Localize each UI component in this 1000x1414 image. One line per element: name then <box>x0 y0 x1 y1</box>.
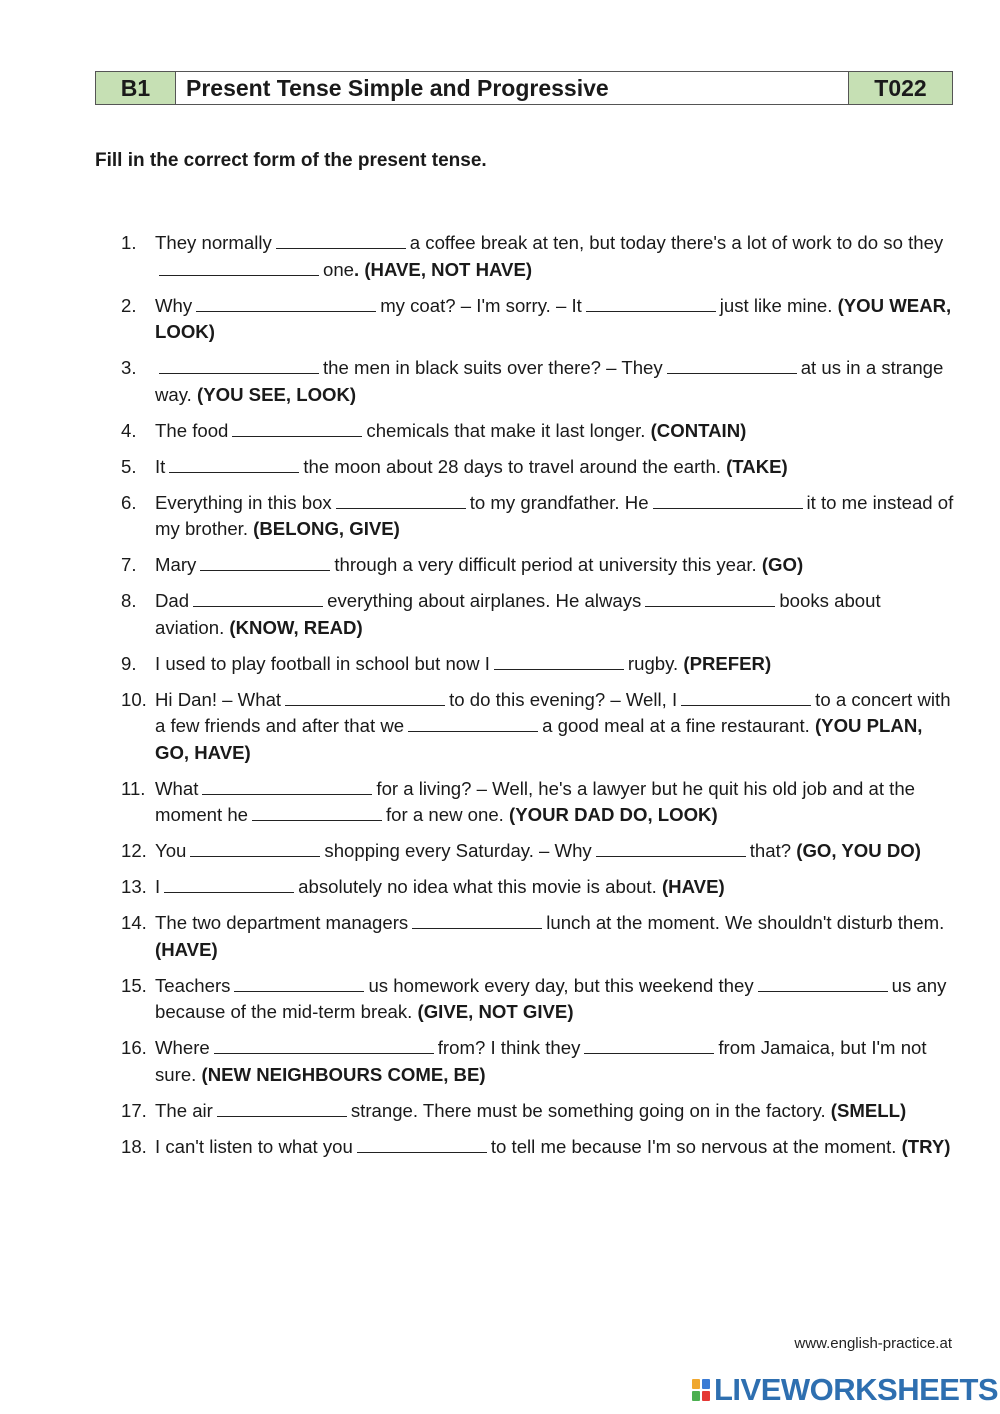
item-number: 12. <box>121 840 147 861</box>
exercise-item <box>120 454 960 481</box>
answer-blank[interactable] <box>196 295 376 312</box>
sentence-text: my coat? – I'm sorry. – It <box>380 294 582 316</box>
exercise-item <box>120 1098 960 1125</box>
level-label: B1 <box>96 72 176 104</box>
source-url: www.english-practice.at <box>794 1335 952 1352</box>
item-text <box>155 293 955 346</box>
sentence-text: the men in black suits over there? – They <box>323 357 663 378</box>
exercise-item <box>120 293 960 346</box>
brand-wordmark: LIVEWORKSHEETS <box>714 1372 999 1407</box>
item-number: 4. <box>121 419 137 441</box>
sentence-text: the moon about 28 days to travel around the earth. <box>303 455 721 477</box>
sentence-text: Everything in this box <box>155 491 332 513</box>
answer-blank[interactable] <box>586 295 716 312</box>
item-text <box>155 230 955 283</box>
answer-blank[interactable] <box>164 876 294 893</box>
instruction-text: Fill in the correct form of the present tense. <box>95 150 487 171</box>
answer-blank[interactable] <box>494 653 624 670</box>
verb-hint: (TAKE) <box>720 455 788 477</box>
worksheet-code: T022 <box>848 72 952 104</box>
exercise-item <box>120 687 960 767</box>
item-text <box>155 838 955 865</box>
exercise-item <box>120 418 960 445</box>
verb-hint: (HAVE) <box>656 876 725 897</box>
sentence-text: I can't listen to what you <box>155 1135 353 1157</box>
sentence-text: The two department managers <box>155 912 409 933</box>
item-text <box>155 776 955 829</box>
item-number: 6. <box>121 491 137 513</box>
item-text <box>155 552 955 579</box>
answer-blank[interactable] <box>200 554 330 571</box>
item-text <box>155 1134 955 1161</box>
item-number: 18. <box>121 1135 147 1157</box>
exercise-item <box>120 874 960 901</box>
sentence-text: They normally <box>155 232 272 253</box>
sentence-text: absolutely no idea what this movie is about. <box>298 876 657 897</box>
sentence-text: from Jamaica, but I'm not sure. <box>155 1037 927 1085</box>
item-text <box>155 1035 955 1088</box>
sentence-text: lunch at the moment. We shouldn't disturb them. <box>546 912 945 933</box>
sentence-text: Mary <box>155 554 197 575</box>
item-text <box>155 1098 955 1125</box>
item-number: 7. <box>121 554 137 575</box>
verb-hint: (BELONG, GIVE) <box>248 518 400 539</box>
sentence-text: to my grandfather. He <box>469 491 649 513</box>
exercise-list <box>120 230 960 1170</box>
answer-blank[interactable] <box>159 357 319 374</box>
sentence-text: from? I think they <box>437 1037 581 1058</box>
brand-grid-icon <box>692 1379 710 1401</box>
verb-hint: (CONTAIN) <box>645 419 747 441</box>
sentence-text: The food <box>155 419 229 441</box>
answer-blank[interactable] <box>190 840 320 857</box>
sentence-text: at us in a strange way. <box>155 357 944 405</box>
sentence-text: rugby. <box>627 652 684 674</box>
sentence-text: chemicals that make it last longer. <box>366 419 646 441</box>
item-text <box>155 355 955 408</box>
answer-blank[interactable] <box>408 715 538 732</box>
exercise-item <box>120 910 960 963</box>
verb-hint: (YOU SEE, LOOK) <box>191 383 357 405</box>
sentence-text: just like mine. <box>719 294 833 316</box>
verb-hint: (KNOW, READ) <box>229 616 363 638</box>
item-number: 10. <box>121 688 147 710</box>
item-number: 11. <box>121 777 146 799</box>
exercise-item <box>120 355 960 408</box>
verb-hint: (YOUR DAD DO, LOOK) <box>503 804 718 825</box>
item-text <box>155 910 955 963</box>
exercise-item <box>120 1035 960 1088</box>
item-number: 5. <box>121 455 137 477</box>
sentence-text: It <box>155 455 166 477</box>
answer-blank[interactable] <box>667 357 797 374</box>
sentence-text: Where <box>155 1037 210 1058</box>
exercise-item <box>120 230 960 283</box>
answer-blank[interactable] <box>214 1037 434 1054</box>
sentence-text: for a living? – Well, he's a lawyer but he quit his old job and at the moment he <box>155 777 916 825</box>
item-number: 14. <box>121 912 147 933</box>
item-number: 8. <box>121 590 137 611</box>
item-text <box>155 454 955 481</box>
item-number: 1. <box>121 232 137 253</box>
answer-blank[interactable] <box>584 1037 714 1054</box>
item-text <box>155 687 955 767</box>
exercise-item <box>120 651 960 678</box>
sentence-text: a coffee break at ten, but today there's a lot of work to do so they <box>409 232 944 253</box>
item-number: 17. <box>121 1099 147 1121</box>
item-text <box>155 588 955 641</box>
answer-blank[interactable] <box>234 975 364 992</box>
exercise-item <box>120 588 960 641</box>
exercise-item <box>120 776 960 829</box>
item-number: 2. <box>121 294 137 316</box>
liveworksheets-logo <box>692 1370 998 1410</box>
verb-hint: . (HAVE, NOT HAVE) <box>354 258 533 280</box>
answer-blank[interactable] <box>758 975 888 992</box>
answer-blank[interactable] <box>357 1136 487 1153</box>
worksheet-header <box>95 71 953 105</box>
sentence-text: shopping every Saturday. – Why <box>324 840 592 861</box>
answer-blank[interactable] <box>232 420 362 437</box>
sentence-text: strange. There must be something going on in the factory. <box>350 1099 826 1121</box>
answer-blank[interactable] <box>276 232 406 249</box>
answer-blank[interactable] <box>202 778 372 795</box>
sentence-text: What <box>155 777 199 799</box>
item-number: 16. <box>121 1037 147 1058</box>
verb-hint: (GO, YOU DO) <box>791 840 921 861</box>
sentence-text: You <box>155 840 187 861</box>
worksheet-title: Present Tense Simple and Progressive <box>176 72 848 104</box>
sentence-text: us homework every day, but this weekend they <box>368 974 754 996</box>
answer-blank[interactable] <box>217 1100 347 1117</box>
sentence-text: to do this evening? – Well, I <box>449 688 678 710</box>
answer-blank[interactable] <box>169 456 299 473</box>
sentence-text: I <box>155 876 161 897</box>
verb-hint: (GIVE, NOT GIVE) <box>412 1001 574 1022</box>
item-number: 3. <box>121 357 137 378</box>
answer-blank[interactable] <box>596 840 746 857</box>
item-number: 9. <box>121 652 137 674</box>
verb-hint: (YOU PLAN, GO, HAVE) <box>155 715 923 763</box>
verb-hint: (NEW NEIGHBOURS COME, BE) <box>196 1063 486 1085</box>
verb-hint: (SMELL) <box>825 1099 907 1121</box>
item-text <box>155 490 955 543</box>
sentence-text: through a very difficult period at university this year. <box>334 554 757 575</box>
verb-hint: (GO) <box>756 554 804 575</box>
sentence-text: one <box>323 258 355 280</box>
answer-blank[interactable] <box>193 590 323 607</box>
verb-hint: (TRY) <box>896 1135 951 1157</box>
sentence-text: it to me instead of my brother. <box>155 491 954 539</box>
answer-blank[interactable] <box>412 912 542 929</box>
exercise-item <box>120 552 960 579</box>
verb-hint: (PREFER) <box>683 652 772 674</box>
sentence-text: for a new one. <box>386 804 504 825</box>
answer-blank[interactable] <box>159 259 319 276</box>
item-text <box>155 874 955 901</box>
exercise-item <box>120 838 960 865</box>
item-number: 13. <box>121 876 147 897</box>
sentence-text: everything about airplanes. He always <box>327 590 642 611</box>
answer-blank[interactable] <box>285 689 445 706</box>
verb-hint: (HAVE) <box>155 938 218 960</box>
sentence-text: Dad <box>155 590 190 611</box>
sentence-text: to tell me because I'm so nervous at the moment. <box>490 1135 897 1157</box>
sentence-text: books about aviation. <box>155 590 881 638</box>
verb-hint: (YOU WEAR, LOOK) <box>155 294 952 342</box>
sentence-text: to a concert with a few friends and after that we <box>155 688 951 736</box>
sentence-text: us any because of the mid-term break. <box>155 974 947 1022</box>
sentence-text: that? <box>749 840 792 861</box>
sentence-text: Why <box>155 294 193 316</box>
answer-blank[interactable] <box>336 492 466 509</box>
sentence-text: a good meal at a fine restaurant. <box>542 715 815 736</box>
sentence-text: The air <box>155 1099 213 1121</box>
item-text <box>155 651 955 678</box>
answer-blank[interactable] <box>252 804 382 821</box>
exercise-item <box>120 1134 960 1161</box>
answer-blank[interactable] <box>681 689 811 706</box>
sentence-text: Hi Dan! – What <box>155 688 282 710</box>
exercise-item <box>120 973 960 1026</box>
answer-blank[interactable] <box>645 590 775 607</box>
exercise-item <box>120 490 960 543</box>
sentence-text: I used to play football in school but now I <box>155 652 490 674</box>
item-text <box>155 418 955 445</box>
sentence-text: Teachers <box>155 974 231 996</box>
item-text <box>155 973 955 1026</box>
answer-blank[interactable] <box>653 492 803 509</box>
item-number: 15. <box>121 974 147 996</box>
